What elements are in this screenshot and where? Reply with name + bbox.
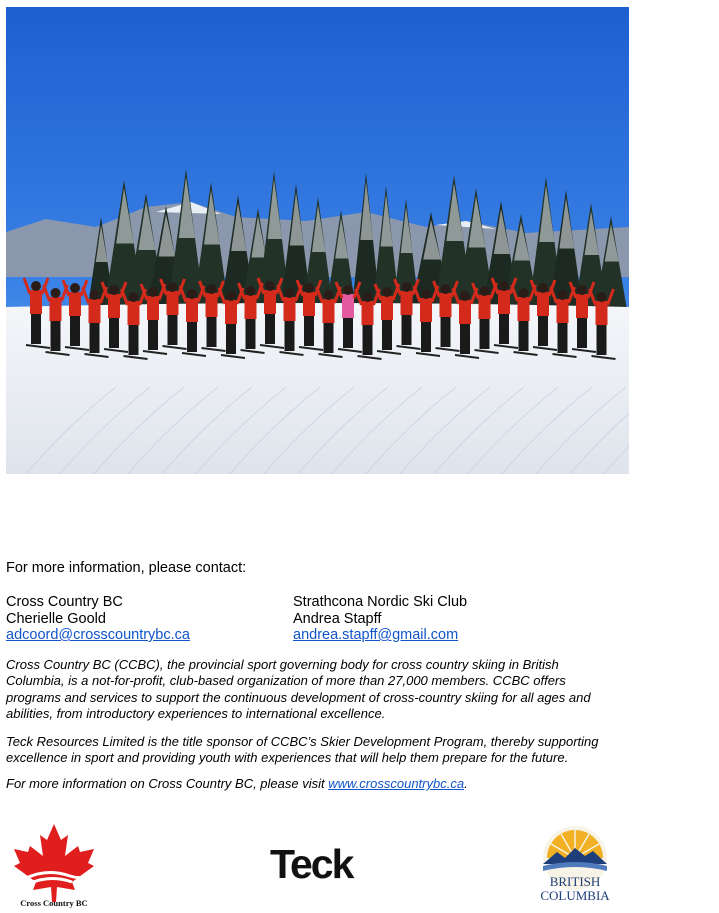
bc-logo-line2: COLUMBIA <box>540 888 610 903</box>
contact-right-org: Strathcona Nordic Ski Club <box>293 594 468 610</box>
about-ccbc-paragraph: Cross Country BC (CCBC), the provincial sport governing body for cross country skiing in British Columbia, is a not-for-profit, club-based organization of more than 27,000 members. CCBC offers programs and services to support the continuous development of cross-country skiing for all ages and abilities, from introductory experiences to international excellence. <box>6 657 591 721</box>
more-info-suffix: . <box>464 776 468 791</box>
contact-right-email-link[interactable]: andrea.stapff@gmail.com <box>293 627 459 643</box>
bc-sun-mountain-icon <box>525 818 625 908</box>
contact-right-name: Andrea Stapff <box>293 611 382 627</box>
contact-left-org: Cross Country BC <box>6 594 123 610</box>
teck-logo-text: Teck <box>270 841 353 887</box>
ccbc-logo-text: Cross Country BC <box>20 898 88 908</box>
contact-left-email-link[interactable]: adcoord@crosscountrybc.ca <box>6 627 190 643</box>
website-link[interactable]: www.crosscountrybc.ca <box>328 776 465 791</box>
ccbc-logo <box>8 822 100 908</box>
about-teck-paragraph: Teck Resources Limited is the title sponsor of CCBC’s Skier Development Program, thereby supporting excellence in sport and providing youth with experiences that will help them prepare for the future. <box>6 734 599 766</box>
contact-left-name: Cherielle Goold <box>6 611 106 627</box>
more-info-prefix: For more information on Cross Country BC, please visit <box>6 776 329 791</box>
teck-logo <box>270 842 352 886</box>
bc-logo <box>525 818 625 908</box>
group-photo-skiers-icon <box>6 7 629 474</box>
contact-intro: For more information, please contact: <box>6 560 247 576</box>
bc-logo-line1: BRITISH <box>549 874 601 889</box>
more-info-paragraph <box>6 776 618 792</box>
group-photo <box>6 7 629 474</box>
maple-leaf-icon <box>8 822 100 908</box>
